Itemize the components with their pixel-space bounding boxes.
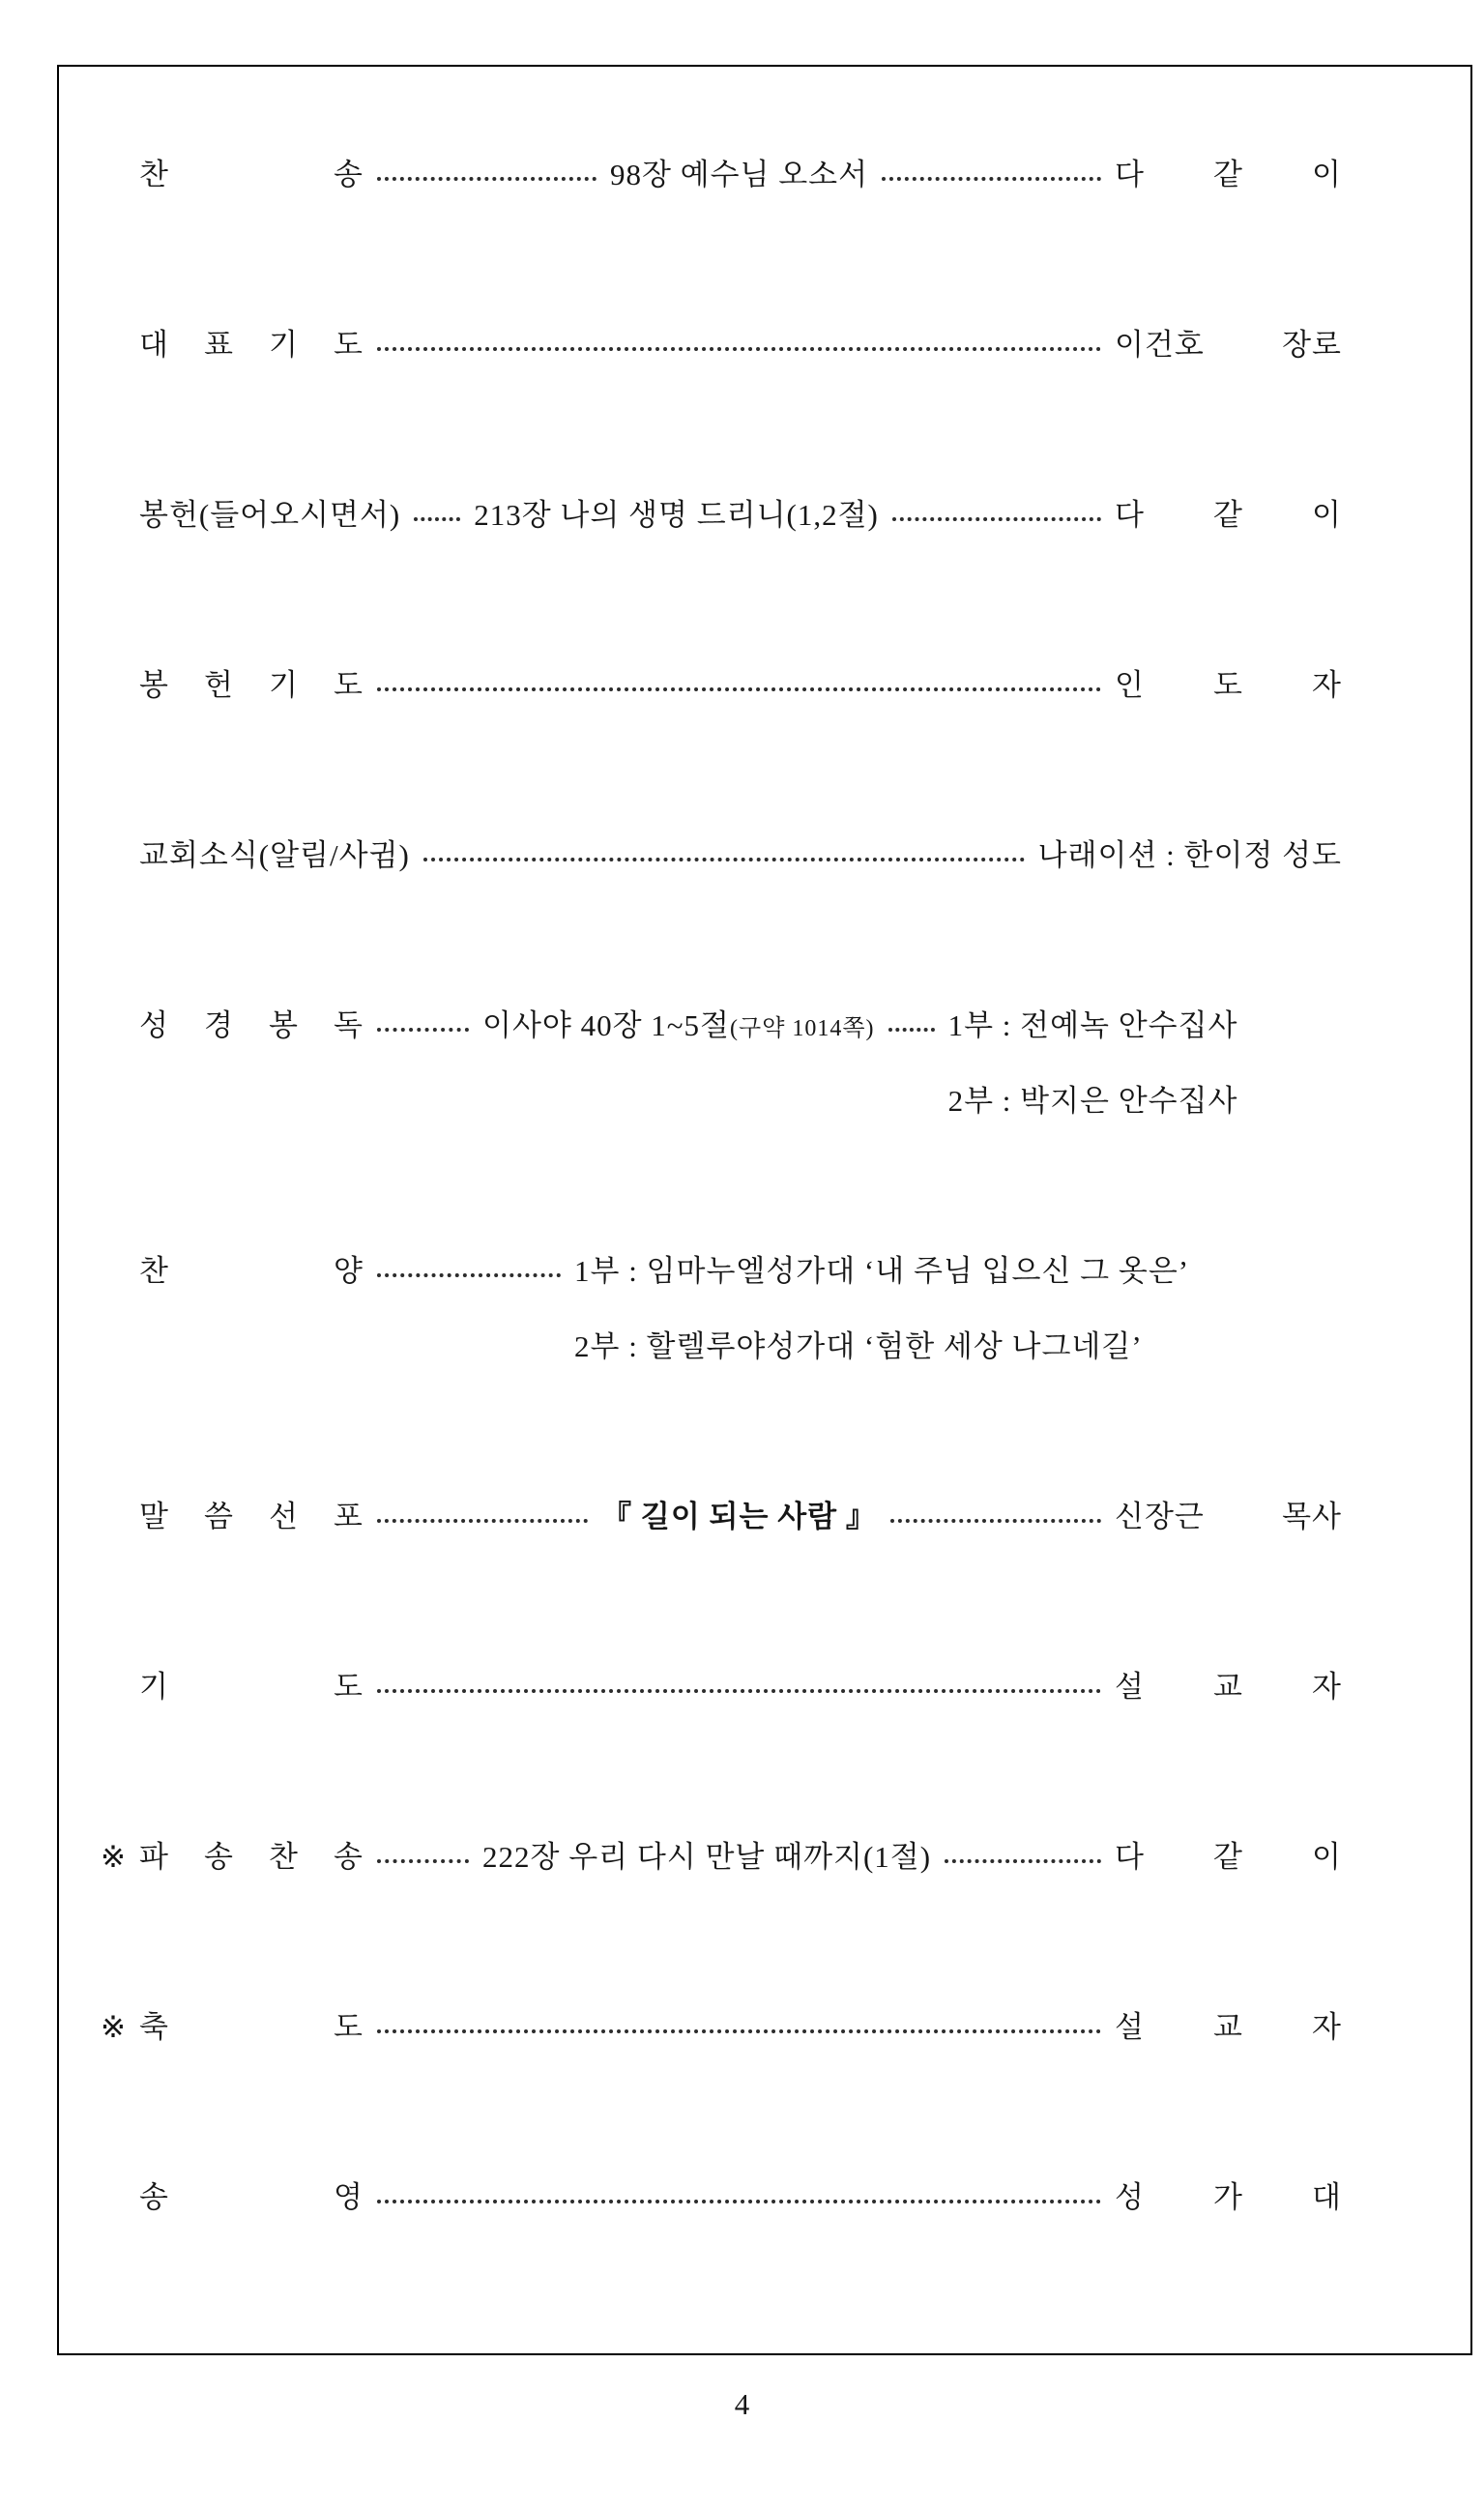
dotted-leader xyxy=(945,1837,1101,1863)
item-performer: 설 교 자 xyxy=(1115,2010,1342,2044)
item-label: 축 도 xyxy=(139,2010,364,2044)
dotted-leader xyxy=(377,1006,469,1032)
item-performer: 다 같 이 xyxy=(1115,498,1342,532)
dotted-leader xyxy=(377,155,597,181)
dotted-leader xyxy=(423,835,1025,861)
row-scripture-reading xyxy=(139,1006,1342,1122)
item-performer: 다 같 이 xyxy=(1115,158,1342,191)
item-label: 기 도 xyxy=(139,1670,364,1704)
choir-part2: 2부 : 할렐루야성가대 ‘험한 세상 나그네길’ xyxy=(574,1329,1143,1363)
item-label: 대 표 기 도 xyxy=(139,328,364,362)
row-sermon xyxy=(139,1497,1342,1537)
dotted-leader xyxy=(377,2177,1101,2203)
sermon-title: 『 길이 되는 사람 』 xyxy=(601,1500,877,1533)
row-church-news xyxy=(139,835,1342,876)
item-label: 송 영 xyxy=(139,2180,364,2214)
row-praise xyxy=(139,1251,1342,1367)
item-performer: 신장근 목사 xyxy=(1115,1500,1342,1533)
dotted-leader xyxy=(377,1667,1101,1693)
dotted-leader xyxy=(377,1837,469,1863)
row-offering-prayer xyxy=(139,665,1342,706)
performer-part1: 1부 : 전예녹 안수집사 xyxy=(947,1008,1238,1042)
page-number: 4 xyxy=(734,2387,750,2421)
item-label: 봉 헌 기 도 xyxy=(139,668,364,702)
row-hymn xyxy=(139,155,1342,195)
item-label: 말 씀 선 포 xyxy=(139,1500,364,1533)
item-detail: 213장 나의 생명 드리니(1,2절) xyxy=(474,498,879,532)
item-label: 봉헌(들어오시면서) xyxy=(139,498,401,532)
scripture-page-reference: (구약 1014쪽) xyxy=(730,1016,875,1041)
row-representative-prayer xyxy=(139,325,1342,365)
row-sending-hymn xyxy=(101,1837,1342,1878)
item-detail: 222장 우리 다시 만날 때까지(1절) xyxy=(482,1840,932,1874)
dotted-leader xyxy=(377,1497,588,1523)
standing-marker: ※ xyxy=(101,1840,127,1874)
dotted-leader xyxy=(377,665,1101,691)
item-label: 교회소식(알림/사귐) xyxy=(139,838,410,872)
item-performer: 설 교 자 xyxy=(1115,1670,1342,1704)
item-label: 찬 송 xyxy=(139,158,364,191)
item-performer: 이건호 장로 xyxy=(1115,328,1342,362)
item-detail: 98장 예수님 오소서 xyxy=(609,158,869,191)
item-performer xyxy=(948,1006,1238,1122)
item-label: 찬 양 xyxy=(139,1254,364,1288)
item-performer: 성 가 대 xyxy=(1115,2180,1342,2214)
scripture-reference: 이사야 40장 1~5절 xyxy=(482,1008,731,1042)
item-performer: 다 같 이 xyxy=(1115,1840,1342,1874)
item-detail xyxy=(482,1006,875,1049)
item-performer: 인 도 자 xyxy=(1115,668,1342,702)
item-label: 성 경 봉 독 xyxy=(139,1008,364,1042)
item-detail xyxy=(574,1251,1189,1367)
row-prayer xyxy=(139,1667,1342,1707)
dotted-leader xyxy=(882,155,1101,181)
row-benediction xyxy=(101,2007,1342,2048)
dotted-leader xyxy=(892,495,1101,521)
item-label: 파 송 찬 송 xyxy=(139,1840,364,1874)
choir-part1: 1부 : 임마누엘성가대 ‘내 주님 입으신 그 옷은’ xyxy=(574,1254,1190,1288)
dotted-leader xyxy=(377,325,1101,351)
dotted-leader xyxy=(890,1497,1101,1523)
performer-part2: 2부 : 박지은 안수집사 xyxy=(947,1084,1238,1118)
row-doxology xyxy=(139,2177,1342,2218)
dotted-leader xyxy=(377,2007,1101,2033)
dotted-leader xyxy=(888,1006,935,1032)
dotted-leader xyxy=(414,495,460,521)
row-offering xyxy=(139,495,1342,536)
order-of-worship-list xyxy=(57,65,1472,2348)
standing-marker: ※ xyxy=(101,2010,127,2044)
item-performer: 나래이션 : 한이정 성도 xyxy=(1037,838,1342,872)
dotted-leader xyxy=(377,1251,561,1277)
